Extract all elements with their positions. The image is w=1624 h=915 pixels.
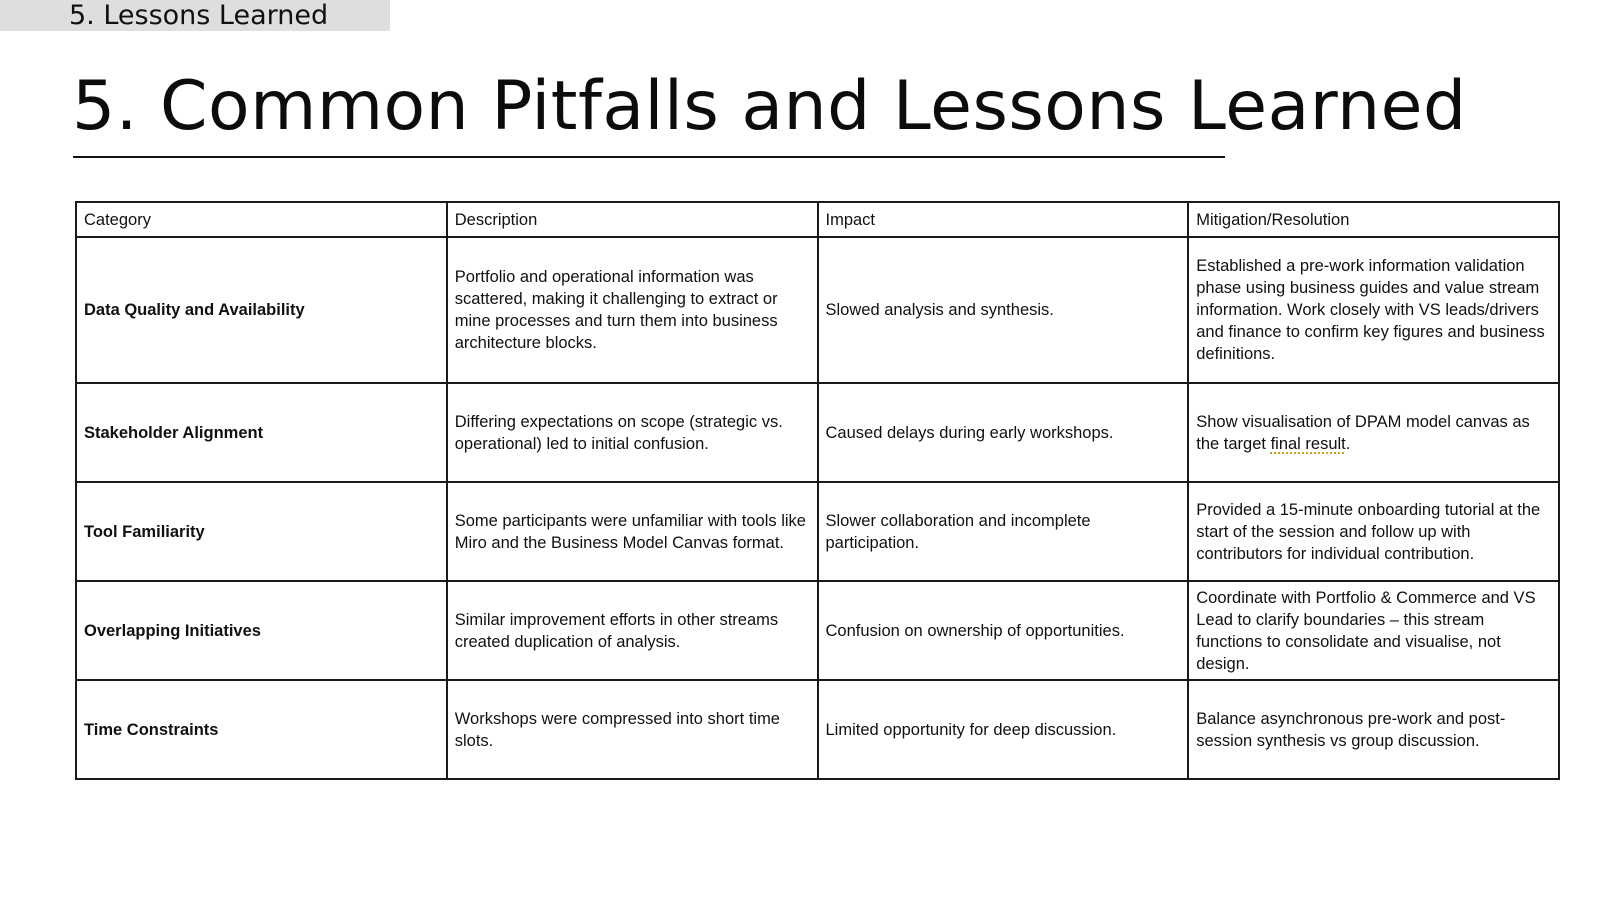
cell-category: Data Quality and Availability: [76, 237, 447, 383]
table-row: [76, 383, 1559, 482]
cell-impact: Limited opportunity for deep discussion.: [818, 680, 1189, 779]
cell-mitigation: Provided a 15-minute onboarding tutorial at the start of the session and follow up with contributors for individual contribution.: [1188, 482, 1559, 581]
cell-mitigation: Established a pre-work information validation phase using business guides and value stream information. Work closely with VS leads/drivers and finance to confirm key figures and business definitions.: [1188, 237, 1559, 383]
spellcheck-flagged-text[interactable]: final result: [1270, 434, 1346, 453]
cell-description: Workshops were compressed into short time slots.: [447, 680, 818, 779]
cell-description: Similar improvement efforts in other streams created duplication of analysis.: [447, 581, 818, 680]
header-impact: Impact: [818, 202, 1189, 237]
table-row: [76, 237, 1559, 383]
cell-impact: Caused delays during early workshops.: [818, 383, 1189, 482]
cell-impact: Slower collaboration and incomplete participation.: [818, 482, 1189, 581]
mitigation-text-end: .: [1345, 434, 1351, 453]
cell-mitigation: Balance asynchronous pre-work and post-session synthesis vs group discussion.: [1188, 680, 1559, 779]
table-row: [76, 680, 1559, 779]
cell-mitigation: [1188, 383, 1559, 482]
cell-description: Differing expectations on scope (strategic vs. operational) led to initial confusion.: [447, 383, 818, 482]
cell-description: Some participants were unfamiliar with tools like Miro and the Business Model Canvas format.: [447, 482, 818, 581]
mitigation-text: Show visualisation of DPAM model canvas as the target: [1196, 412, 1530, 453]
cell-category: Time Constraints: [76, 680, 447, 779]
cell-category: Tool Familiarity: [76, 482, 447, 581]
header-mitigation: Mitigation/Resolution: [1188, 202, 1559, 237]
cell-description: Portfolio and operational information was scattered, making it challenging to extract or mine processes and turn them into business architecture blocks.: [447, 237, 818, 383]
lessons-table: [75, 201, 1560, 780]
header-category: Category: [76, 202, 447, 237]
cell-category: Overlapping Initiatives: [76, 581, 447, 680]
cell-category: Stakeholder Alignment: [76, 383, 447, 482]
cell-impact: Slowed analysis and synthesis.: [818, 237, 1189, 383]
header-description: Description: [447, 202, 818, 237]
section-tab: [0, 0, 390, 31]
title-underline: [73, 156, 1225, 158]
cell-impact: Confusion on ownership of opportunities.: [818, 581, 1189, 680]
table-header-row: [76, 202, 1559, 237]
cell-mitigation: Coordinate with Portfolio & Commerce and VS Lead to clarify boundaries – this stream functions to consolidate and visualise, not design.: [1188, 581, 1559, 680]
section-tab-label: 5. Lessons Learned: [69, 0, 329, 31]
page-title: 5. Common Pitfalls and Lessons Learned: [72, 67, 1467, 146]
table-row: [76, 581, 1559, 680]
table-row: [76, 482, 1559, 581]
